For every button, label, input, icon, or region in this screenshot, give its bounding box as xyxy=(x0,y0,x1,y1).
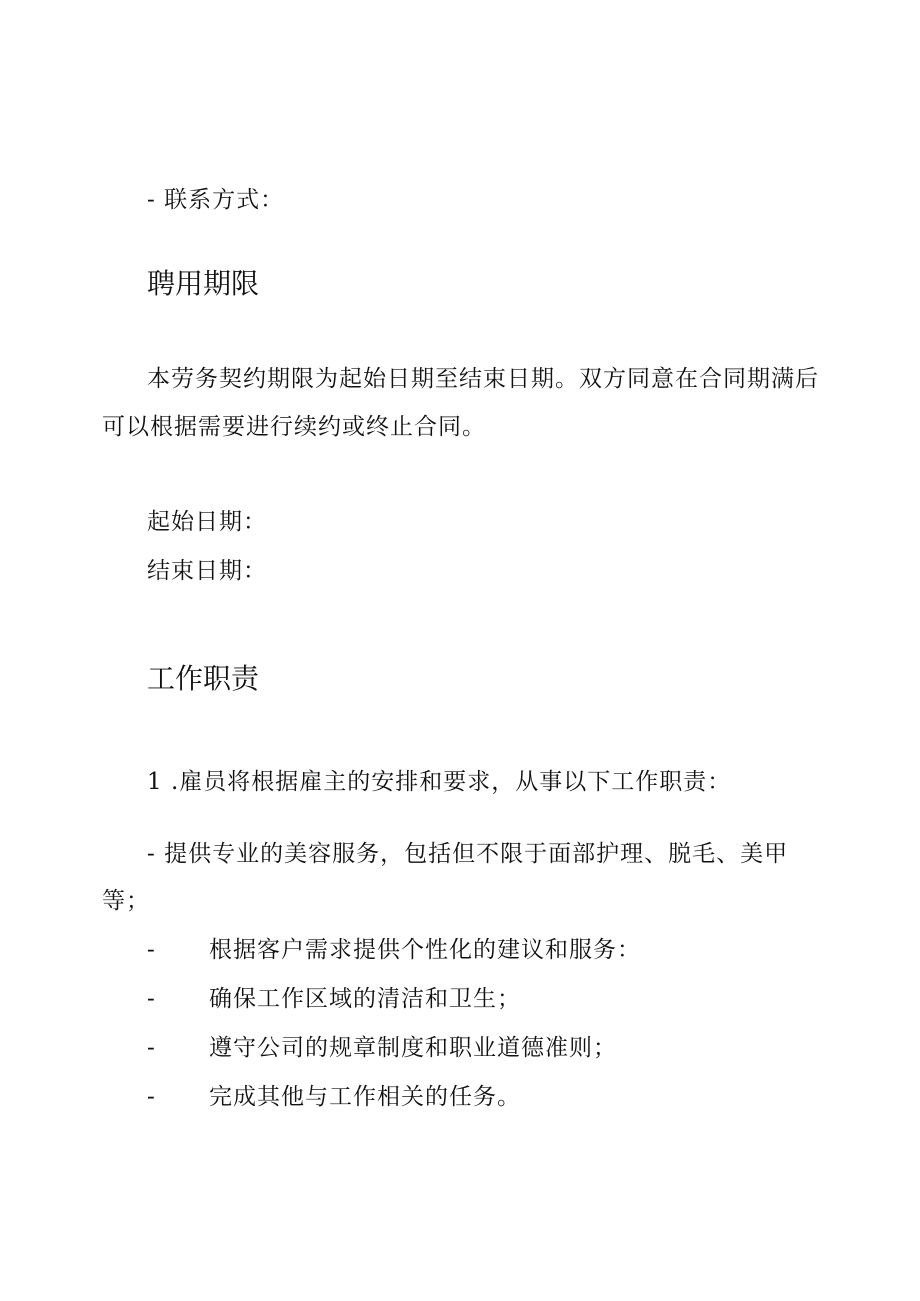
term-paragraph-line-2: 可以根据需要进行续约或终止合同。 xyxy=(102,414,486,440)
term-paragraph-line-1: 本劳务契约期限为起始日期至结束日期。双方同意在合同期满后 xyxy=(147,366,819,392)
duty-item-1-line-2: 等； xyxy=(102,888,150,914)
section-heading-term: 聘用期限 xyxy=(147,267,260,300)
end-date-label: 结束日期： xyxy=(147,558,267,584)
duty-item-5: 完成其他与工作相关的任务。 xyxy=(209,1084,521,1110)
duty-item-5-bullet: - xyxy=(147,1084,155,1110)
duty-item-2-bullet: - xyxy=(147,937,155,963)
duties-intro-item: 1 .雇员将根据雇主的安排和要求，从事以下工作职责： xyxy=(147,769,732,795)
section-heading-duties: 工作职责 xyxy=(147,662,260,695)
duty-item-2: 根据客户需求提供个性化的建议和服务： xyxy=(209,937,641,963)
duty-item-4: 遵守公司的规章制度和职业道德准则； xyxy=(209,1035,617,1061)
start-date-label: 起始日期： xyxy=(147,509,267,535)
duty-item-1-line-1: - 提供专业的美容服务，包括但不限于面部护理、脱毛、美甲 xyxy=(147,841,789,867)
duty-item-3: 确保工作区域的清洁和卫生； xyxy=(209,986,521,1012)
contact-line: - 联系方式： xyxy=(147,187,285,213)
duty-item-4-bullet: - xyxy=(147,1035,155,1061)
duty-item-3-bullet: - xyxy=(147,986,155,1012)
